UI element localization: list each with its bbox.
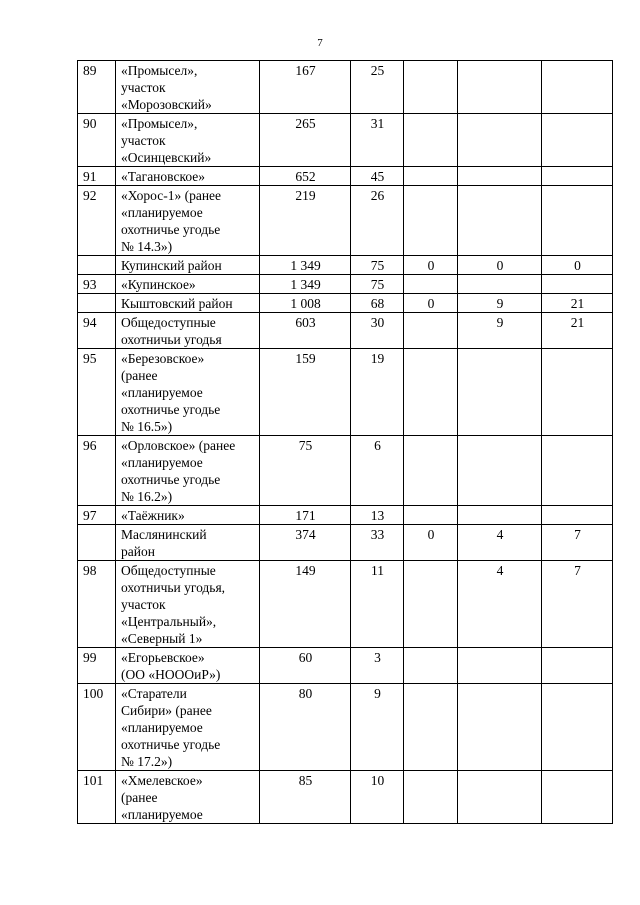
ground-name-cell: «Старатели Сибири» (ранее «планируемое охотничье угодье № 17.2»): [116, 684, 260, 771]
ground-name-cell: Купинский район: [116, 256, 260, 275]
col6-cell: [458, 61, 542, 114]
col6-cell: [458, 114, 542, 167]
col7-cell: [542, 186, 613, 256]
col6-cell: [458, 771, 542, 824]
col7-cell: [542, 771, 613, 824]
col6-cell: [458, 506, 542, 525]
row-number-cell: 90: [78, 114, 116, 167]
row-number-cell: 95: [78, 349, 116, 436]
value-cell: 6: [351, 436, 404, 506]
col7-cell: 0: [542, 256, 613, 275]
col5-cell: [404, 167, 458, 186]
area-cell: 1 008: [260, 294, 351, 313]
ground-name-cell: «Хорос-1» (ранее «планируемое охотничье угодье № 14.3»): [116, 186, 260, 256]
area-cell: 374: [260, 525, 351, 561]
col7-cell: [542, 349, 613, 436]
table-row: [78, 186, 613, 256]
value-cell: 75: [351, 256, 404, 275]
table-row: [78, 561, 613, 648]
area-cell: 60: [260, 648, 351, 684]
col5-cell: [404, 771, 458, 824]
value-cell: 19: [351, 349, 404, 436]
col5-cell: [404, 684, 458, 771]
row-number-cell: 89: [78, 61, 116, 114]
ground-name-cell: «Тагановское»: [116, 167, 260, 186]
table-row: [78, 506, 613, 525]
area-cell: 149: [260, 561, 351, 648]
col6-cell: [458, 684, 542, 771]
ground-name-cell: «Березовское» (ранее «планируемое охотничье угодье № 16.5»): [116, 349, 260, 436]
value-cell: 33: [351, 525, 404, 561]
col5-cell: [404, 349, 458, 436]
col7-cell: 7: [542, 561, 613, 648]
ground-name-cell: «Купинское»: [116, 275, 260, 294]
col7-cell: [542, 684, 613, 771]
col5-cell: [404, 561, 458, 648]
row-number-cell: [78, 525, 116, 561]
ground-name-cell: «Промысел», участок «Осинцевский»: [116, 114, 260, 167]
col5-cell: [404, 436, 458, 506]
area-cell: 219: [260, 186, 351, 256]
area-cell: 1 349: [260, 256, 351, 275]
value-cell: 30: [351, 313, 404, 349]
table-row: [78, 771, 613, 824]
col6-cell: [458, 436, 542, 506]
row-number-cell: 91: [78, 167, 116, 186]
area-cell: 652: [260, 167, 351, 186]
col7-cell: 7: [542, 525, 613, 561]
area-cell: 159: [260, 349, 351, 436]
col6-cell: 0: [458, 256, 542, 275]
col6-cell: [458, 186, 542, 256]
col5-cell: [404, 506, 458, 525]
area-cell: 85: [260, 771, 351, 824]
col6-cell: [458, 167, 542, 186]
area-cell: 265: [260, 114, 351, 167]
row-number-cell: 98: [78, 561, 116, 648]
ground-name-cell: «Промысел», участок «Морозовский»: [116, 61, 260, 114]
col7-cell: [542, 506, 613, 525]
col7-cell: [542, 648, 613, 684]
row-number-cell: 94: [78, 313, 116, 349]
value-cell: 13: [351, 506, 404, 525]
value-cell: 45: [351, 167, 404, 186]
value-cell: 75: [351, 275, 404, 294]
value-cell: 26: [351, 186, 404, 256]
col6-cell: 4: [458, 561, 542, 648]
col7-cell: [542, 275, 613, 294]
row-number-cell: 99: [78, 648, 116, 684]
col6-cell: [458, 648, 542, 684]
table-row: [78, 275, 613, 294]
row-number-cell: 100: [78, 684, 116, 771]
table-row: [78, 114, 613, 167]
col5-cell: [404, 114, 458, 167]
area-cell: 171: [260, 506, 351, 525]
row-number-cell: 92: [78, 186, 116, 256]
col6-cell: 4: [458, 525, 542, 561]
col7-cell: [542, 114, 613, 167]
area-cell: 167: [260, 61, 351, 114]
table-row: [78, 349, 613, 436]
col7-cell: [542, 167, 613, 186]
ground-name-cell: «Хмелевское» (ранее «планируемое: [116, 771, 260, 824]
ground-name-cell: Маслянинский район: [116, 525, 260, 561]
value-cell: 3: [351, 648, 404, 684]
value-cell: 11: [351, 561, 404, 648]
row-number-cell: 97: [78, 506, 116, 525]
table-row: [78, 167, 613, 186]
value-cell: 31: [351, 114, 404, 167]
col6-cell: 9: [458, 294, 542, 313]
area-cell: 1 349: [260, 275, 351, 294]
row-number-cell: [78, 294, 116, 313]
ground-name-cell: «Орловское» (ранее «планируемое охотничье угодье № 16.2»): [116, 436, 260, 506]
col5-cell: [404, 648, 458, 684]
col6-cell: 9: [458, 313, 542, 349]
col5-cell: [404, 61, 458, 114]
value-cell: 9: [351, 684, 404, 771]
table-row: [78, 648, 613, 684]
col5-cell: [404, 313, 458, 349]
col5-cell: 0: [404, 294, 458, 313]
ground-name-cell: Кыштовский район: [116, 294, 260, 313]
col7-cell: [542, 61, 613, 114]
area-cell: 75: [260, 436, 351, 506]
col5-cell: 0: [404, 256, 458, 275]
col6-cell: [458, 349, 542, 436]
row-number-cell: 101: [78, 771, 116, 824]
page-number: 7: [317, 37, 323, 49]
col5-cell: [404, 275, 458, 294]
area-cell: 80: [260, 684, 351, 771]
value-cell: 68: [351, 294, 404, 313]
value-cell: 25: [351, 61, 404, 114]
hunting-grounds-table: [77, 60, 613, 824]
row-number-cell: 96: [78, 436, 116, 506]
row-number-cell: [78, 256, 116, 275]
col7-cell: [542, 436, 613, 506]
col7-cell: 21: [542, 294, 613, 313]
ground-name-cell: Общедоступные охотничьи угодья, участок «Центральный», «Северный 1»: [116, 561, 260, 648]
area-cell: 603: [260, 313, 351, 349]
table-row: [78, 684, 613, 771]
ground-name-cell: Общедоступные охотничьи угодья: [116, 313, 260, 349]
table-row: [78, 525, 613, 561]
value-cell: 10: [351, 771, 404, 824]
col7-cell: 21: [542, 313, 613, 349]
table-row: [78, 294, 613, 313]
table-row: [78, 436, 613, 506]
col5-cell: 0: [404, 525, 458, 561]
table-row: [78, 313, 613, 349]
col5-cell: [404, 186, 458, 256]
ground-name-cell: «Егорьевское» (ОО «НОООиР»): [116, 648, 260, 684]
row-number-cell: 93: [78, 275, 116, 294]
table-row: [78, 61, 613, 114]
ground-name-cell: «Таёжник»: [116, 506, 260, 525]
col6-cell: [458, 275, 542, 294]
table-row: [78, 256, 613, 275]
